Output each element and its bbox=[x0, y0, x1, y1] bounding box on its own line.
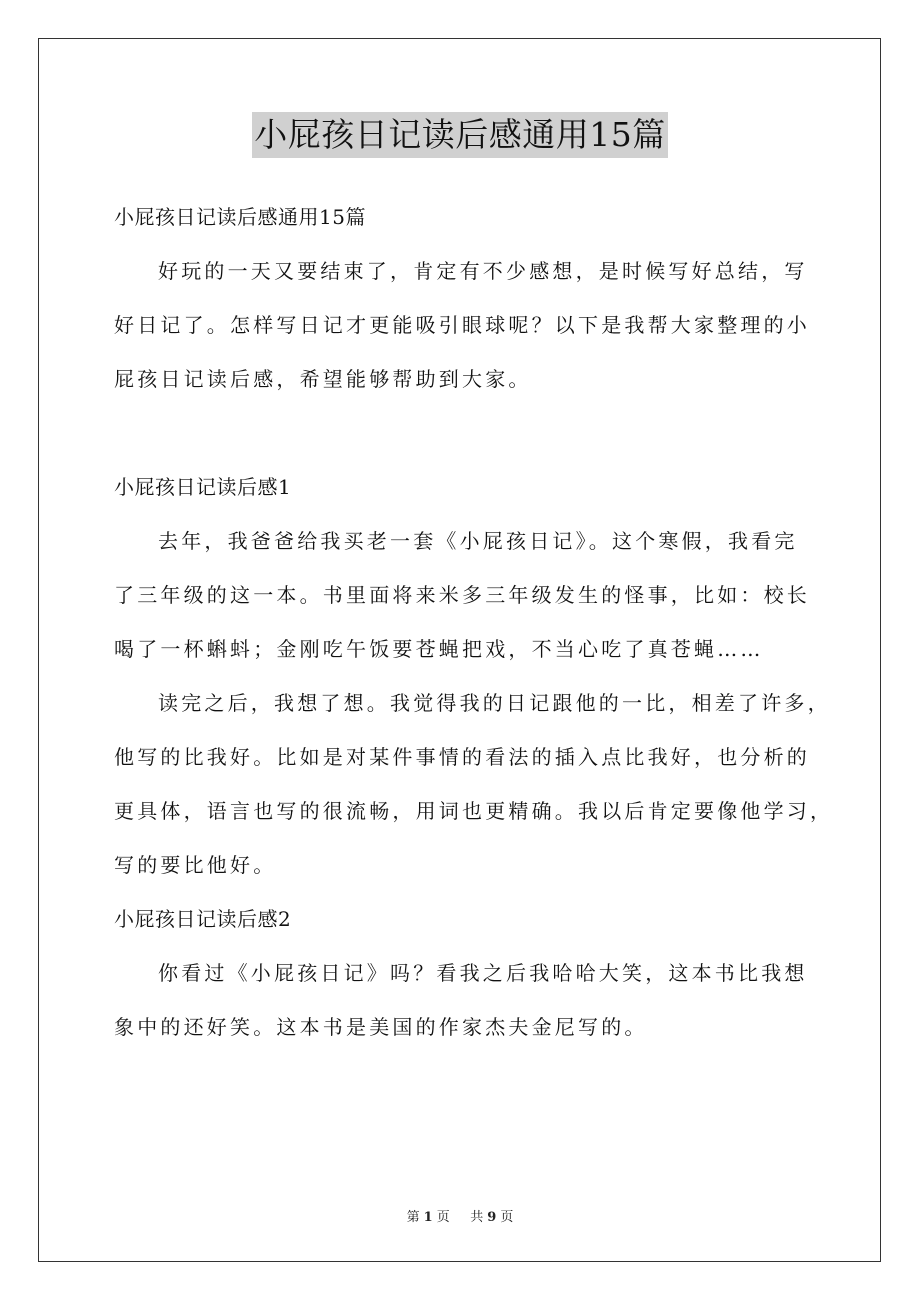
paragraph-line: 了三年级的这一本。书里面将来米多三年级发生的怪事，比如：校长 bbox=[114, 583, 810, 607]
document-subtitle: 小屁孩日记读后感通用15篇 bbox=[114, 205, 366, 229]
total-label-suffix: 页 bbox=[500, 1210, 514, 1225]
paragraph-line: 喝了一杯蝌蚪；金刚吃午饭要苍蝇把戏，不当心吃了真苍蝇…… bbox=[114, 637, 764, 661]
paragraph-line: 更具体，语言也写的很流畅，用词也更精确。我以后肯定要像他学习， bbox=[114, 799, 834, 823]
page-footer bbox=[0, 1206, 920, 1225]
document-body bbox=[114, 190, 834, 1054]
paragraph-line: 你看过《小屁孩日记》吗？看我之后我哈哈大笑，这本书比我想 bbox=[158, 961, 808, 985]
section-heading-1: 小屁孩日记读后感1 bbox=[114, 475, 292, 499]
page-number: 1 bbox=[423, 1210, 433, 1225]
intro-line: 好日记了。怎样写日记才更能吸引眼球呢？以下是我帮大家整理的小 bbox=[114, 313, 810, 337]
intro-line: 屁孩日记读后感，希望能够帮助到大家。 bbox=[114, 367, 532, 391]
page-label-suffix: 页 bbox=[436, 1210, 450, 1225]
paragraph-line: 读完之后，我想了想。我觉得我的日记跟他的一比，相差了许多， bbox=[158, 691, 831, 715]
section-heading-2: 小屁孩日记读后感2 bbox=[114, 907, 292, 931]
paragraph-line: 去年，我爸爸给我买老一套《小屁孩日记》。这个寒假，我看完 bbox=[158, 529, 798, 553]
paragraph-line: 写的要比他好。 bbox=[114, 853, 277, 877]
spacer bbox=[114, 406, 814, 460]
page-total: 9 bbox=[487, 1210, 497, 1225]
paragraph-line: 象中的还好笑。这本书是美国的作家杰夫金尼写的。 bbox=[114, 1015, 648, 1039]
intro-line: 好玩的一天又要结束了，肯定有不少感想，是时候写好总结，写 bbox=[158, 259, 808, 283]
paragraph-line: 他写的比我好。比如是对某件事情的看法的插入点比我好，也分析的 bbox=[114, 745, 810, 769]
page-label-prefix: 第 bbox=[406, 1210, 420, 1225]
document-title: 小屁孩日记读后感通用15篇 bbox=[252, 112, 668, 158]
title-area bbox=[0, 112, 920, 158]
total-label-prefix: 共 bbox=[470, 1210, 484, 1225]
